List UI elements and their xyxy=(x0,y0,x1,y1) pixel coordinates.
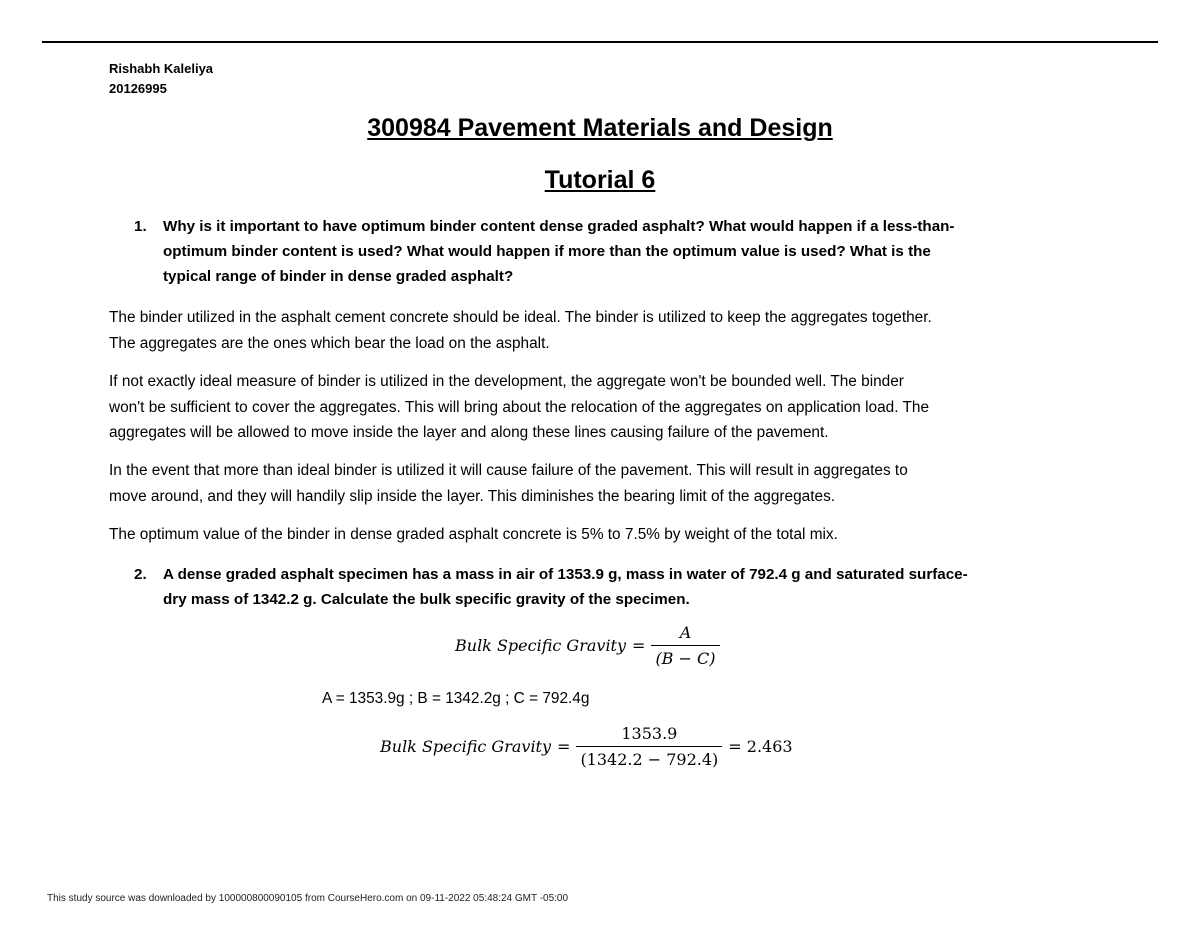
question-1-line: Why is it important to have optimum binder content dense graded asphalt? What would happen if a less-than- xyxy=(163,218,955,235)
question-2-line: dry mass of 1342.2 g. Calculate the bulk specific gravity of the specimen. xyxy=(163,591,690,608)
top-rule xyxy=(42,41,1158,43)
student-id: 20126995 xyxy=(109,81,167,96)
calculation-result: = 2.463 xyxy=(728,737,793,756)
answer-line: The aggregates are the ones which bear the load on the asphalt. xyxy=(109,334,550,352)
calculation-numerator: 1353.9 xyxy=(621,724,678,743)
formula-numerator: A xyxy=(679,623,692,642)
answer-paragraph xyxy=(109,458,1094,509)
calculation-equals: = xyxy=(557,737,571,756)
answer-line: If not exactly ideal measure of binder is utilized in the development, the aggregate won't be bounded well. The binder xyxy=(109,373,904,390)
question-2-number: 2. xyxy=(134,566,147,583)
formula-bulk-specific-gravity xyxy=(455,623,720,668)
calculation-lhs: Bulk Specific Gravity xyxy=(380,737,552,756)
question-1-line: typical range of binder in dense graded asphalt? xyxy=(163,268,514,285)
author-block xyxy=(109,59,213,99)
course-title: 300984 Pavement Materials and Design xyxy=(367,114,833,142)
formula-lhs: Bulk Specific Gravity xyxy=(455,636,627,655)
given-values: A = 1353.9g ; B = 1342.2g ; C = 792.4g xyxy=(322,690,590,707)
answer-line: won't be sufficient to cover the aggregates. This will bring about the relocation of the aggregates on application load. The xyxy=(109,398,930,416)
question-1-number: 1. xyxy=(134,218,147,235)
download-footer: This study source was downloaded by 100000800090105 from CourseHero.com on 09-11-2022 05:48:24 GMT -05:00 xyxy=(47,893,569,904)
formula-equals: = xyxy=(632,636,646,655)
calculation-fraction xyxy=(576,724,722,769)
answer-paragraph xyxy=(109,369,1094,446)
calculation-denominator: (1342.2 − 792.4) xyxy=(576,746,722,769)
question-1-line: optimum binder content is used? What would happen if more than the optimum value is used? What is the xyxy=(163,243,931,260)
answer-line: The binder utilized in the asphalt cement concrete should be ideal. The binder is utilized to keep the aggregates together. xyxy=(109,309,932,326)
calculation-bulk-specific-gravity xyxy=(380,724,793,769)
tutorial-title: Tutorial 6 xyxy=(544,166,656,194)
formula-denominator: (B − C) xyxy=(651,645,719,668)
answer-line: aggregates will be allowed to move inside the layer and along these lines causing failure of the pavement. xyxy=(109,424,829,441)
author-name: Rishabh Kaleliya xyxy=(109,61,214,76)
answer-paragraph xyxy=(109,305,1094,356)
answer-line: move around, and they will handily slip inside the layer. This diminishes the bearing limit of the aggregates. xyxy=(109,487,836,505)
answer-line: The optimum value of the binder in dense graded asphalt concrete is 5% to 7.5% by weight of the total mix. xyxy=(109,526,838,543)
question-2-line: A dense graded asphalt specimen has a mass in air of 1353.9 g, mass in water of 792.4 g and saturated surface- xyxy=(163,566,968,583)
answer-paragraph xyxy=(109,522,1094,548)
question-1 xyxy=(163,214,1093,289)
question-2 xyxy=(163,562,1093,612)
answer-line: In the event that more than ideal binder is utilized it will cause failure of the pavement. This will result in aggregates to xyxy=(109,462,908,479)
formula-fraction xyxy=(651,623,719,668)
